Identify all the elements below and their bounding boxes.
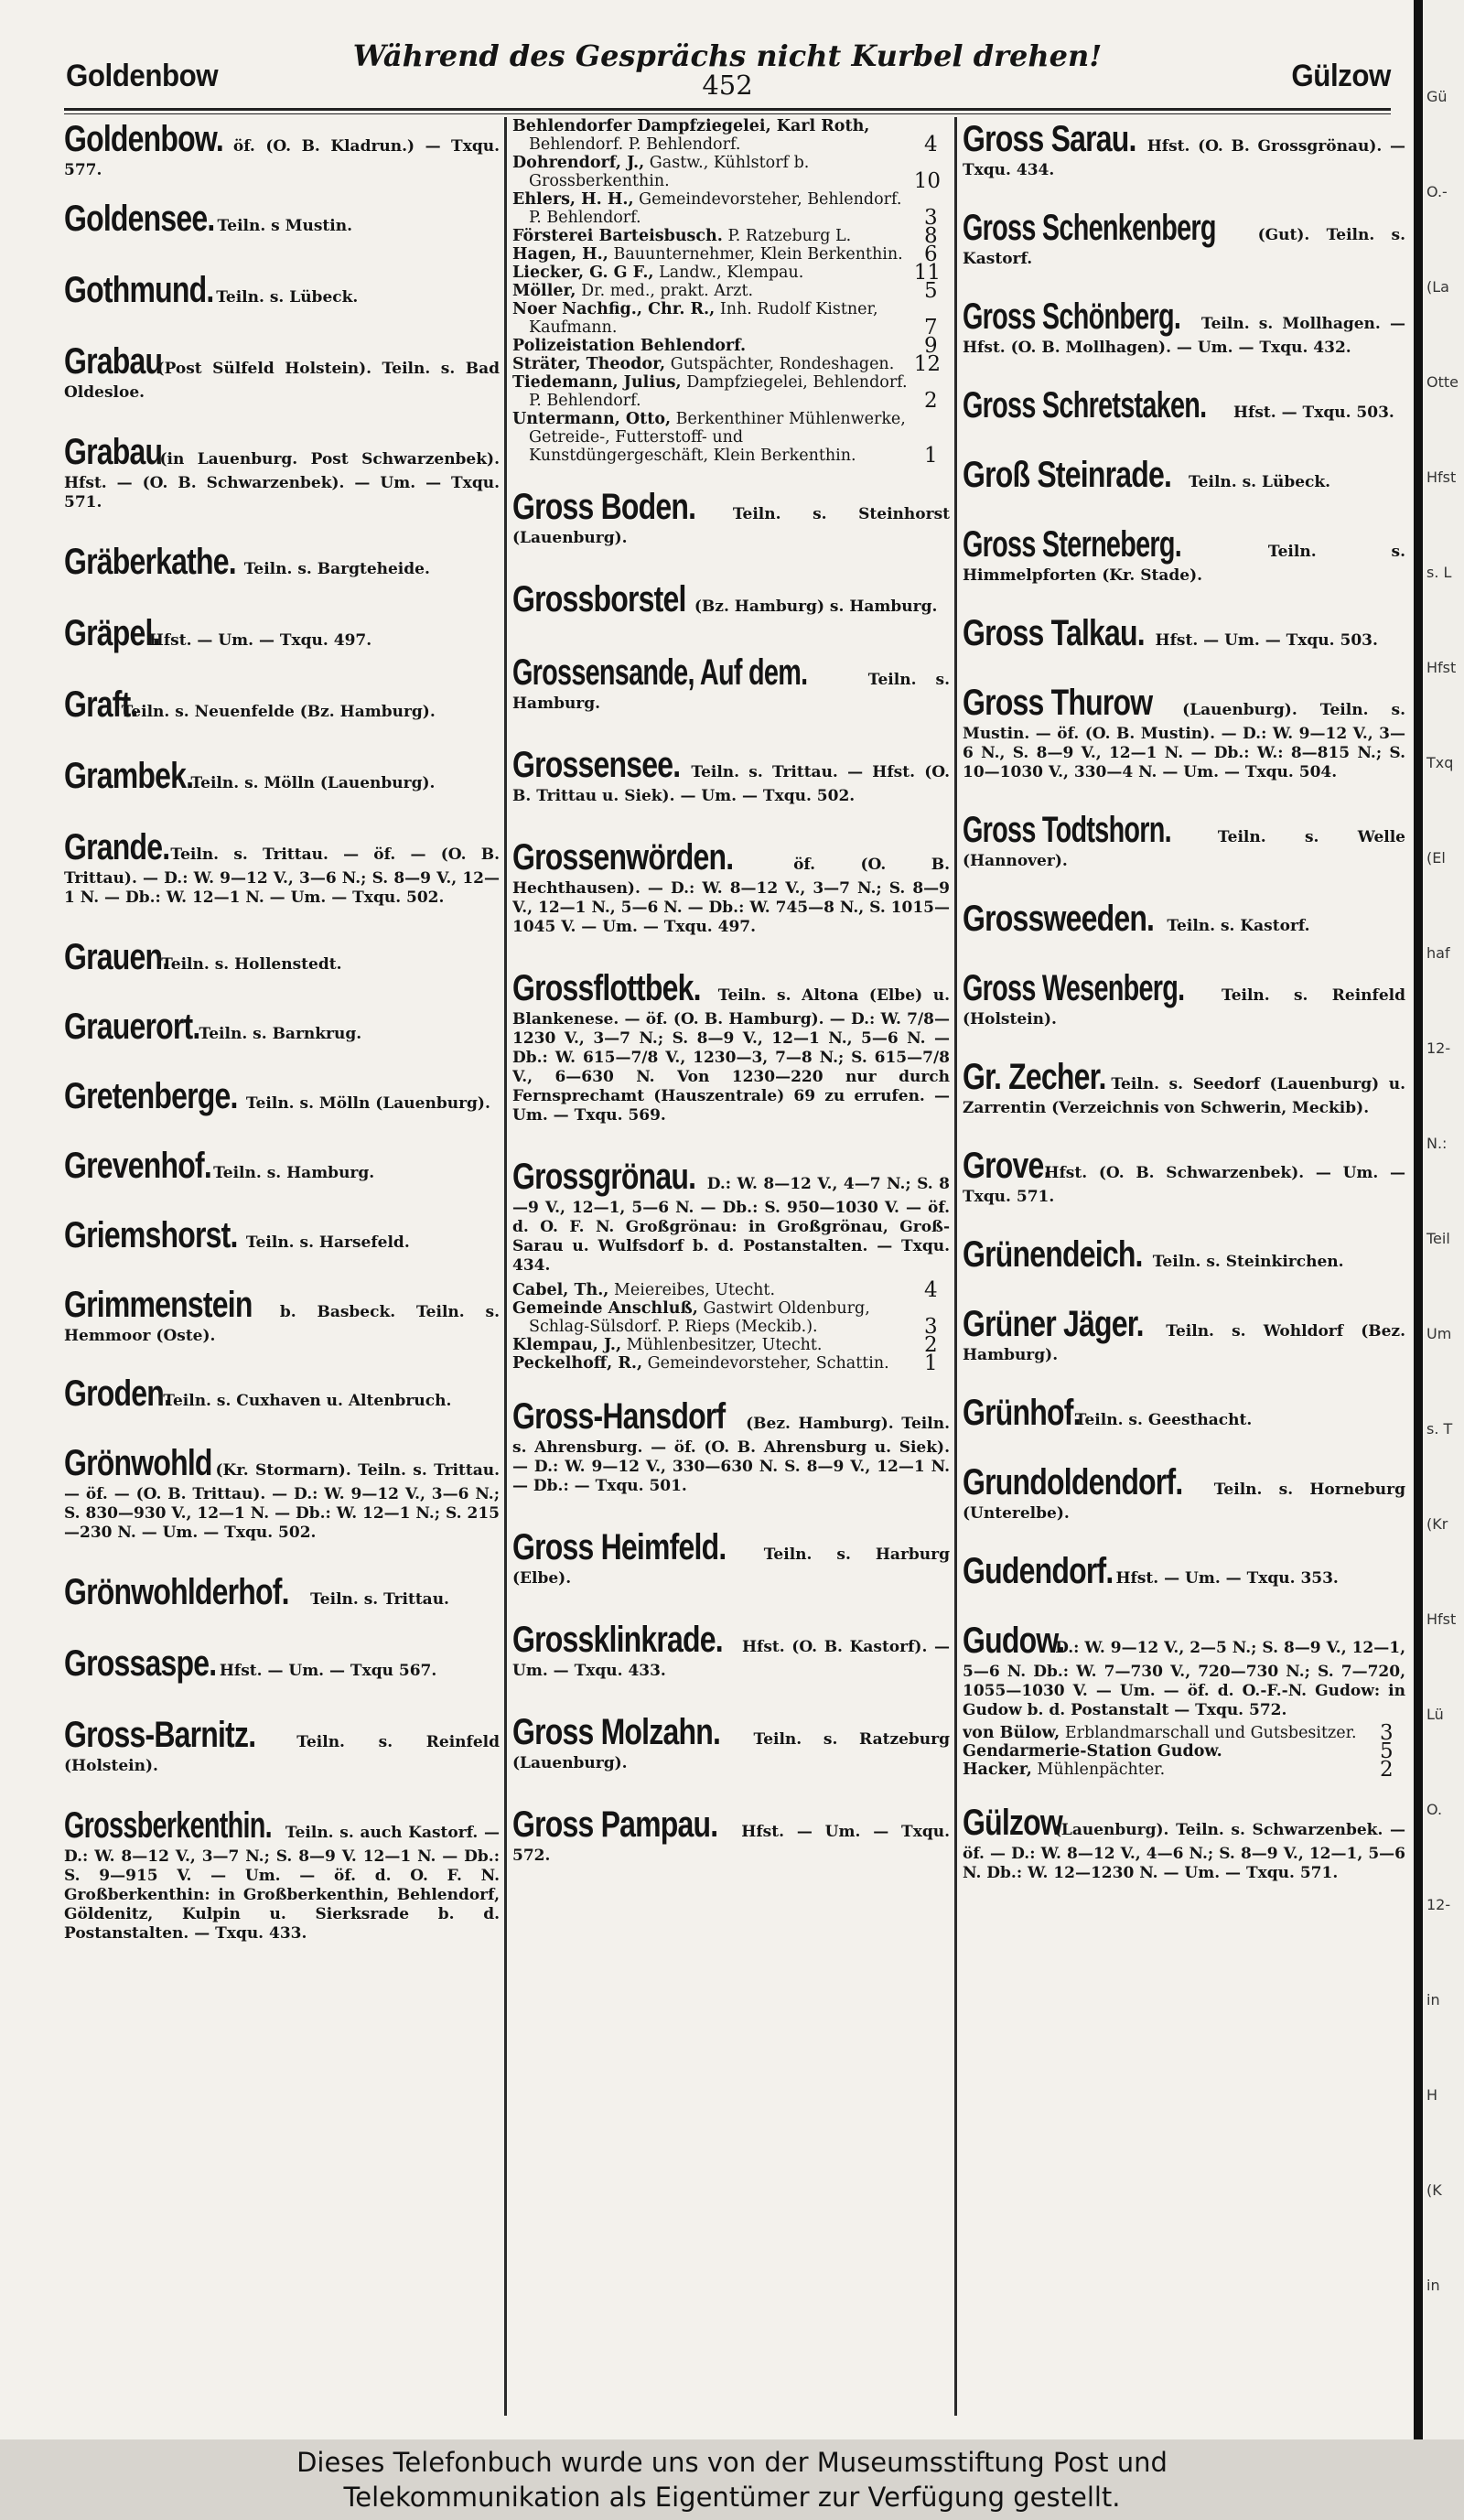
place-name: Gross Thurow: [963, 683, 1153, 723]
directory-entry: [512, 966, 950, 1125]
entry-details: Teiln. s. Himmelpforten (Kr. Stade).: [963, 543, 1405, 585]
column-1: [64, 117, 500, 2423]
entry-details: (Gut). Teiln. s. Kastorf.: [963, 226, 1405, 268]
directory-entry: [64, 1804, 500, 1944]
subscriber-listing: von Bülow, Erblandmarschall und Gutsbesitzer. 3: [963, 1721, 1394, 1745]
place-name: Grönwohld: [64, 1443, 212, 1483]
subscriber-name: Ehlers, H. H.,: [512, 190, 634, 209]
place-name: Gudow.: [963, 1621, 1065, 1661]
entry-details: Teiln. s. Lübeck.: [1188, 473, 1331, 491]
entry-details: Hfst. (O. B. Schwarzenbek). — Um. — Txqu. 571.: [963, 1164, 1405, 1206]
place-name: Gross Schönberg.: [963, 296, 1181, 337]
place-name: Grauerort.: [64, 1007, 200, 1047]
column-divider: [954, 117, 957, 2416]
directory-entry: [64, 935, 500, 979]
subscriber-listing: Cabel, Th., Meiereibes, Utecht. 4: [512, 1278, 938, 1302]
directory-entry: [963, 206, 1405, 269]
directory-entry: [963, 808, 1405, 871]
directory-entry: [512, 743, 950, 806]
place-name: Grundoldendorf.: [963, 1462, 1183, 1502]
directory-entry: [512, 1803, 950, 1866]
subscriber-name: Klempau, J.,: [512, 1336, 622, 1354]
entry-details: D.: W. 9—12 V., 2—5 N.; S. 8—9 V., 12—1, 5—6 N. Db.: W. 7—730 V., 720—730 N.; S. 7—720, 1055—1030 V. — Um. — öf. d. O.-F.-N. Gudow: in Gudow b. d. Postanstalt — Txqu. 572.: [963, 1639, 1405, 1719]
directory-entry: [963, 522, 1405, 586]
entry-details: Hfst. — Um. — Txqu. 572.: [512, 1823, 950, 1865]
place-name: Grossklinkrade.: [512, 1620, 723, 1660]
directory-entry: [512, 1618, 950, 1681]
subscriber-name: Behlendorfer Dampfziegelei, Karl Roth,: [512, 117, 870, 135]
entry-details: Teiln. s. Trittau. — öf. — (O. B. Trittau). — D.: W. 9—12 V., 3—6 N.; S. 8—9 V., 12—1 N. — Db.: W. 12—1 N. — Um. — Txqu. 502.: [64, 845, 500, 907]
directory-entry: [512, 1155, 950, 1276]
directory-entry: [963, 1460, 1405, 1524]
entry-details: Teiln. s. Barnkrug.: [199, 1025, 362, 1043]
subscriber-details: Berkenthiner Mühlenwerke, Getreide-, Futterstoff- und Kunstdüngergeschäft, Klein Berkenthin.: [529, 410, 906, 465]
subscriber-details: Gastw., Kühlstorf b. Grossberkenthin.: [529, 154, 810, 190]
entry-details: Hfst. — Um. — Txqu. 503.: [1155, 631, 1378, 650]
next-page-fragment: Otte: [1426, 373, 1459, 391]
subscriber-listing: Försterei Barteisbusch. P. Ratzeburg L. 8: [512, 224, 938, 248]
next-page-fragment: Lü: [1426, 1706, 1444, 1723]
directory-entry: [64, 1713, 500, 1776]
directory-entry: [512, 485, 950, 548]
entry-details: Teiln. s. Ratzeburg (Lauenburg).: [512, 1730, 950, 1772]
directory-entry: [64, 1213, 500, 1257]
directory-entry: [963, 1233, 1405, 1276]
footer-line-2: Telekommunikation als Eigentümer zur Verfügung gestellt.: [343, 2482, 1121, 2513]
entry-details: Hfst. (O. B. Grossgrönau). — Txqu. 434.: [963, 137, 1405, 179]
subscriber-details: Gemeindevorsteher, Behlendorf. P. Behlendorf.: [529, 190, 902, 227]
entry-details: Teiln. s. Altona (Elbe) u. Blankenese. — öf. (O. B. Hamburg). — D.: W. 7/8—1230 V., 3—7 N.; S. 8—9 V., 12—1 N., 5—6 N. — Db.: W. 615—7/8 V., 1230—3, 7—8 N.; S. 615—7/8 V., 6—630 N. Von 1230—220 nur durch Fernsprechamt (Hauszentrale) 69 zu errufen. — Um. — Txqu. 569.: [512, 986, 950, 1125]
directory-entry: [64, 825, 500, 908]
directory-entry: [64, 430, 500, 512]
place-name: Grauen.: [64, 937, 170, 977]
directory-entry: [963, 1055, 1405, 1118]
subscriber-details: Meiereibes, Utecht.: [613, 1281, 776, 1299]
running-head: [64, 37, 1391, 110]
place-name: Grossborstel: [512, 579, 686, 619]
directory-entry: [963, 1144, 1405, 1207]
place-name: Graft.: [64, 684, 138, 725]
entry-details: Teiln. s. Wohldorf (Bez. Hamburg).: [963, 1322, 1405, 1364]
entry-details: (Kr. Stormarn). Teiln. s. Trittau. — öf. — (O. B. Trittau). — D.: W. 9—12 V., 3—6 N.; S. 830—930 V., 12—1 N. — Db.: W. 12—1 N.; S. 215—230 N. — Um. — Txqu. 502.: [64, 1461, 500, 1542]
place-name: Groden.: [64, 1373, 172, 1414]
place-name: Gretenberge.: [64, 1076, 238, 1116]
subscriber-listing: Tiedemann, Julius, Dampfziegelei, Behlendorf. P. Behlendorf. 2: [512, 373, 938, 413]
place-name: Grabau: [64, 341, 163, 382]
entry-details: Teiln. s. Cuxhaven u. Altenbruch.: [163, 1392, 452, 1410]
subscriber-name: Tiedemann, Julius,: [512, 373, 682, 392]
place-name: Grande.: [64, 827, 170, 867]
place-name: Gross Molzahn.: [512, 1712, 721, 1752]
directory-entry: [512, 577, 950, 621]
next-page-fragment: O.: [1426, 1801, 1443, 1818]
entry-details: (Lauenburg). Teiln. s. Schwarzenbek. — öf. — D.: W. 8—12 V., 4—6 N.; S. 8—9 V., 12—1, 5—6 N. Db.: W. 12—1230 N. — Um. — Txqu. 571.: [963, 1821, 1405, 1882]
directory-entry: [512, 1525, 950, 1588]
directory-entry: [64, 197, 500, 241]
place-name: Gross Heimfeld.: [512, 1527, 727, 1567]
entry-details: Teiln. s. Bargteheide.: [243, 560, 430, 578]
subscriber-name: von Bülow,: [963, 1724, 1060, 1742]
directory-entry: [512, 835, 950, 937]
place-name: Gräpel.: [64, 613, 160, 653]
place-name: Grünhof.: [963, 1393, 1081, 1433]
header-notice: Während des Gesprächs nicht Kurbel drehen!: [352, 38, 1103, 73]
directory-entry: [64, 117, 500, 180]
entry-details: Teiln. s. Harsefeld.: [245, 1233, 410, 1252]
footer-credit: [0, 2439, 1464, 2520]
subscriber-name: Noer Nachfig., Chr. R.,: [512, 300, 716, 318]
place-name: Grossensande, Auf dem.: [512, 652, 808, 693]
place-name: Goldensee.: [64, 199, 215, 239]
entry-details: Teiln. s. Harburg (Elbe).: [512, 1545, 950, 1588]
directory-entry: [64, 1144, 500, 1188]
subscriber-details: Gastwirt Oldenburg, Schlag-Sülsdorf. P. Rieps (Meckib.).: [529, 1299, 870, 1336]
directory-entry: [512, 651, 950, 714]
directory-entry: [963, 383, 1405, 427]
next-page-fragment: Hfst: [1426, 1610, 1457, 1628]
subscriber-listing: [512, 154, 950, 193]
directory-entry: [64, 1441, 500, 1543]
place-name: Grossensee.: [512, 745, 681, 785]
subscriber-details: Gutspächter, Rondeshagen.: [670, 355, 895, 373]
directory-entry: [64, 1372, 500, 1416]
directory-entry: [963, 1391, 1405, 1435]
subscriber-name: Gendarmerie-Station Gudow.: [963, 1742, 1222, 1761]
next-page-fragment: (El: [1426, 849, 1446, 867]
directory-entry: [64, 1283, 500, 1346]
entry-details: (in Lauenburg. Post Schwarzenbek). Hfst. — (O. B. Schwarzenbek). — Um. — Txqu. 571.: [64, 450, 500, 512]
entry-details: Teiln. s. Reinfeld (Holstein).: [64, 1733, 500, 1775]
subscriber-listing: Hacker, Mühlenpächter. 2: [963, 1758, 1394, 1782]
subscriber-name: Försterei Barteisbusch.: [512, 227, 723, 245]
entry-details: Teiln. s. Mölln (Lauenburg).: [190, 774, 436, 792]
subscriber-listing: Klempau, J., Mühlenbesitzer, Utecht. 2: [512, 1333, 938, 1357]
subscriber-name: Dohrendorf, J.,: [512, 154, 645, 172]
place-name: Grambek.: [64, 756, 194, 796]
subscriber-details: Inh. Rudolf Kistner, Kaufmann.: [529, 300, 878, 337]
subscriber-details: Behlendorf. P. Behlendorf.: [529, 135, 741, 154]
subscriber-listing: [512, 352, 950, 376]
footer-line-1: Dieses Telefonbuch wurde uns von der Museumsstiftung Post und: [296, 2447, 1168, 2478]
subscriber-listing: Peckelhoff, R., Gemeindevorsteher, Schattin. 1: [512, 1352, 938, 1375]
place-name: Grünendeich.: [963, 1234, 1143, 1275]
place-name: Gudendorf.: [963, 1551, 1114, 1591]
next-page-fragment: (La: [1426, 278, 1449, 296]
subscriber-details: Landw., Klempau.: [659, 264, 804, 282]
place-name: Grevenhof.: [64, 1146, 211, 1186]
place-name: Grabau: [64, 432, 163, 472]
phone-number: 11: [913, 261, 941, 285]
subscriber-name: Hacker,: [963, 1761, 1032, 1779]
subscriber-details: P. Ratzeburg L.: [727, 227, 852, 245]
place-name: Gross-Hansdorf: [512, 1396, 726, 1437]
place-name: Gross-Barnitz.: [64, 1715, 256, 1755]
subscriber-listing: Gendarmerie-Station Gudow. 5: [963, 1739, 1394, 1763]
subscriber-details: Dampfziegelei, Behlendorf. P. Behlendorf.: [529, 373, 908, 410]
directory-entry: [512, 1395, 950, 1496]
directory-entry: [512, 1710, 950, 1773]
directory-entry: [64, 268, 500, 312]
place-name: Grönwohlderhof.: [64, 1572, 289, 1612]
entry-details: Teiln. s. Hamburg.: [213, 1164, 375, 1182]
place-name: Grossgrönau.: [512, 1157, 696, 1197]
header-left-catchword: Goldenbow: [66, 59, 219, 93]
subscriber-name: Untermann, Otto,: [512, 410, 672, 428]
subscriber-name: Peckelhoff, R.,: [512, 1354, 643, 1373]
directory-entry: [64, 611, 500, 655]
directory-entry: [64, 683, 500, 727]
next-page-fragment: N.:: [1426, 1135, 1448, 1152]
subscriber-listing: Ehlers, H. H., Gemeindevorsteher, Behlendorf. P. Behlendorf. 3: [512, 190, 938, 230]
subscriber-name: Möller,: [512, 282, 576, 300]
entry-details: (Post Sülfeld Holstein). Teiln. s. Bad Oldesloe.: [64, 360, 500, 402]
subscriber-listing: Noer Nachfig., Chr. R., Inh. Rudolf Kistner, Kaufmann. 7: [512, 300, 938, 339]
directory-entry: [963, 966, 1405, 1029]
subscriber-listing: [512, 261, 950, 285]
book-binding: [1414, 0, 1423, 2439]
place-name: Gross Todtshorn.: [963, 810, 1171, 850]
entry-details: Hfst. — Txqu. 503.: [1233, 404, 1394, 422]
entry-details: (Bz. Hamburg) s. Hamburg.: [694, 598, 938, 616]
entry-details: Teiln. s. Mollhagen. — Hfst. (O. B. Mollhagen). — Um. — Txqu. 432.: [963, 315, 1405, 357]
directory-entry: [963, 453, 1405, 497]
entry-details: Teiln. s. Horneburg (Unterelbe).: [963, 1481, 1405, 1523]
subscriber-details: Bauunternehmer, Klein Berkenthin.: [613, 245, 903, 264]
directory-entry: [64, 1642, 500, 1685]
place-name: Gross Schenkenberg: [963, 208, 1216, 248]
place-name: Gothmund.: [64, 270, 214, 310]
place-name: Grove.: [963, 1146, 1051, 1186]
place-name: Grossaspe.: [64, 1643, 217, 1684]
place-name: Grossenwörden.: [512, 837, 734, 878]
place-name: Gross Sterneberg.: [963, 524, 1182, 565]
directory-entry: [963, 1549, 1405, 1593]
next-page-fragment: Hfst: [1426, 659, 1457, 676]
entry-details: Hfst. — Um. — Txqu 567.: [219, 1662, 437, 1680]
entry-details: Teiln. s. Welle (Hannover).: [963, 828, 1405, 870]
directory-entry: [64, 1570, 500, 1614]
place-name: Gräberkathe.: [64, 542, 236, 582]
column-divider: [504, 117, 507, 2416]
entry-details: D.: W. 8—12 V., 4—7 N.; S. 8—9 V., 12—1, 5—6 N. — Db.: S. 950—1030 V. — öf. d. O. F. N. Großgrönau: in Großgrönau, Groß-Sarau u. Wulfsdorf b. d. Postanstalten. — Txqu. 434.: [512, 1175, 950, 1275]
place-name: Gross Schretstaken.: [963, 385, 1207, 425]
entry-details: Teiln. s. Mölln (Lauenburg).: [245, 1094, 490, 1113]
page-number: 452: [702, 70, 753, 101]
entry-details: Teiln. s. Hamburg.: [512, 671, 950, 713]
column-3: [963, 117, 1405, 2423]
entry-details: Hfst. (O. B. Kastorf). — Um. — Txqu. 433.: [512, 1638, 950, 1680]
subscriber-details: Erblandmarschall und Gutsbesitzer.: [1064, 1724, 1357, 1742]
subscriber-listing: Möller, Dr. med., prakt. Arzt. 5: [512, 279, 938, 303]
entry-details: Teiln. s. Reinfeld (Holstein).: [963, 986, 1405, 1028]
subscriber-name: Polizeistation Behlendorf.: [512, 337, 747, 355]
place-name: Grimmenstein: [64, 1285, 253, 1325]
phone-number: 12: [913, 352, 941, 376]
place-name: Grossflottbek.: [512, 968, 701, 1008]
subscriber-name: Hagen, H.,: [512, 245, 608, 264]
place-name: Grossweeden.: [963, 899, 1155, 939]
directory-entry: [963, 611, 1405, 655]
entry-details: öf. (O. B. Hechthausen). — D.: W. 8—12 V., 3—7 N.; S. 8—9 V., 12—1 N., 5—6 N. — Db.: W. 745—8 N., S. 1015—1045 V. — Um. — Txqu. 497.: [512, 856, 950, 936]
next-page-fragment: H: [1426, 2086, 1438, 2104]
directory-entry: [64, 540, 500, 584]
entry-details: Hfst. — Um. — Txqu. 353.: [1115, 1569, 1339, 1588]
entry-details: Teiln. s. Kastorf.: [1167, 917, 1310, 935]
subscriber-name: Cabel, Th.,: [512, 1281, 609, 1299]
entry-details: Teiln. s. auch Kastorf. — D.: W. 8—12 V., 3—7 N.; S. 8—9 V. 12—1 N. — Db.: S. 9—915 V. — Um. — öf. d. O. F. N. Großberkenthin: in Großberkenthin, Behlendorf, Göldenitz, Kulpin u. Sierksrade b. d. Postanstalten. — Txqu. 433.: [64, 1824, 500, 1943]
entry-details: Teiln. s. Neuenfelde (Bz. Hamburg).: [121, 703, 436, 721]
entry-details: Teiln. s. Steinkirchen.: [1152, 1253, 1344, 1271]
next-page-fragment: Hfst: [1426, 468, 1457, 486]
entry-details: Teiln. s. Trittau.: [310, 1590, 449, 1609]
place-name: Gr. Zecher.: [963, 1057, 1106, 1097]
subscriber-name: Sträter, Theodor,: [512, 355, 666, 373]
place-name: Griemshorst.: [64, 1215, 238, 1255]
directory-entry: [963, 117, 1405, 180]
entry-details: Teiln. s Mustin.: [217, 217, 353, 235]
directory-entry: [64, 754, 500, 798]
entry-details: Teiln. s. Hollenstedt.: [161, 955, 342, 974]
place-name: Gross Sarau.: [963, 119, 1136, 159]
directory-entry: [64, 1005, 500, 1049]
next-page-edge: [1423, 0, 1464, 2439]
next-page-fragment: (K: [1426, 2181, 1442, 2199]
phone-number: 10: [913, 169, 941, 193]
directory-entry: [963, 1619, 1405, 1720]
entry-details: Teiln. s. Lübeck.: [216, 288, 359, 307]
subscriber-name: Liecker, G. G F.,: [512, 264, 654, 282]
subscriber-listing: Behlendorfer Dampfziegelei, Karl Roth, Behlendorf. P. Behlendorf. 4: [512, 117, 938, 156]
next-page-fragment: 12-: [1426, 1039, 1451, 1057]
subscriber-listing: Gemeinde Anschluß, Gastwirt Oldenburg, Schlag-Sülsdorf. P. Rieps (Meckib.). 3: [512, 1299, 938, 1339]
header-rule-thick: [64, 108, 1391, 111]
next-page-fragment: Um: [1426, 1325, 1452, 1342]
place-name: Gross Talkau.: [963, 613, 1145, 653]
entry-details: Teiln. s. Seedorf (Lauenburg) u. Zarrentin (Verzeichnis von Schwerin, Meckib).: [963, 1075, 1405, 1117]
subscriber-listing: Untermann, Otto, Berkenthiner Mühlenwerke, Getreide-, Futterstoff- und Kunstdüngergeschäft, Klein Berkenthin. 1: [512, 410, 938, 468]
subscriber-listing: Hagen, H., Bauunternehmer, Klein Berkenthin. 6: [512, 242, 938, 266]
next-page-fragment: s. L: [1426, 564, 1452, 581]
subscriber-details: Mühlenpächter.: [1037, 1761, 1166, 1779]
next-page-fragment: haf: [1426, 944, 1450, 962]
subscriber-details: Gemeindevorsteher, Schattin.: [647, 1354, 889, 1373]
header-rule-thin: [64, 113, 1391, 114]
entry-details: Teiln. s. Trittau. — Hfst. (O. B. Trittau u. Siek). — Um. — Txqu. 502.: [512, 763, 950, 805]
next-page-fragment: Txq: [1426, 754, 1454, 771]
next-page-fragment: O.-: [1426, 183, 1448, 200]
subscriber-name: Gemeinde Anschluß,: [512, 1299, 698, 1318]
header-right-catchword: Gülzow: [1291, 59, 1391, 93]
entry-details: Teiln. s. Steinhorst (Lauenburg).: [512, 505, 950, 547]
entry-details: öf. (O. B. Kladrun.) — Txqu. 577.: [64, 137, 500, 179]
subscriber-details: Dr. med., prakt. Arzt.: [581, 282, 754, 300]
place-name: Goldenbow.: [64, 119, 223, 159]
entry-details: Teiln. s. Geesthacht.: [1074, 1411, 1253, 1429]
next-page-fragment: in: [1426, 1991, 1440, 2008]
place-name: Groß Steinrade.: [963, 455, 1172, 495]
next-page-fragment: s. T: [1426, 1420, 1453, 1438]
place-name: Gülzow: [963, 1803, 1062, 1843]
place-name: Gross Boden.: [512, 487, 696, 527]
column-2: [512, 117, 950, 2423]
directory-entry: [64, 1074, 500, 1118]
next-page-fragment: 12-: [1426, 1896, 1451, 1913]
directory-entry: [963, 295, 1405, 358]
next-page-fragment: Gü: [1426, 88, 1448, 105]
place-name: Grüner Jäger.: [963, 1304, 1144, 1344]
directory-entry: [963, 681, 1405, 782]
entry-details: (Lauenburg). Teiln. s. Mustin. — öf. (O. B. Mustin). — D.: W. 9—12 V., 3—6 N., S. 8—9 V., 12—1 N. — Db.: W.: 8—815 N.; S. 10—1030 V., 330—4 N. — Um. — Txqu. 504.: [963, 701, 1405, 781]
directory-entry: [963, 1302, 1405, 1365]
entry-details: b. Basbeck. Teiln. s. Hemmoor (Oste).: [64, 1303, 500, 1345]
subscriber-details: Mühlenbesitzer, Utecht.: [626, 1336, 823, 1354]
directory-entry: [64, 339, 500, 403]
next-page-fragment: (Kr: [1426, 1515, 1448, 1533]
entry-details: Hfst. — Um. — Txqu. 497.: [148, 631, 372, 650]
directory-entry: [963, 1801, 1405, 1883]
subscriber-listing: Polizeistation Behlendorf. 9: [512, 334, 938, 358]
directory-entry: [963, 897, 1405, 941]
place-name: Grossberkenthin.: [64, 1805, 272, 1846]
place-name: Gross Pampau.: [512, 1804, 718, 1845]
place-name: Gross Wesenberg.: [963, 968, 1185, 1008]
entry-details: (Bez. Hamburg). Teiln. s. Ahrensburg. — öf. (O. B. Ahrensburg u. Siek). — D.: W. 9—12 V., 330—630 N. S. 8—9 V., 12—1 N. — Db.: — Txqu. 501.: [512, 1415, 950, 1495]
next-page-fragment: in: [1426, 2277, 1440, 2294]
next-page-fragment: Teil: [1426, 1230, 1450, 1247]
